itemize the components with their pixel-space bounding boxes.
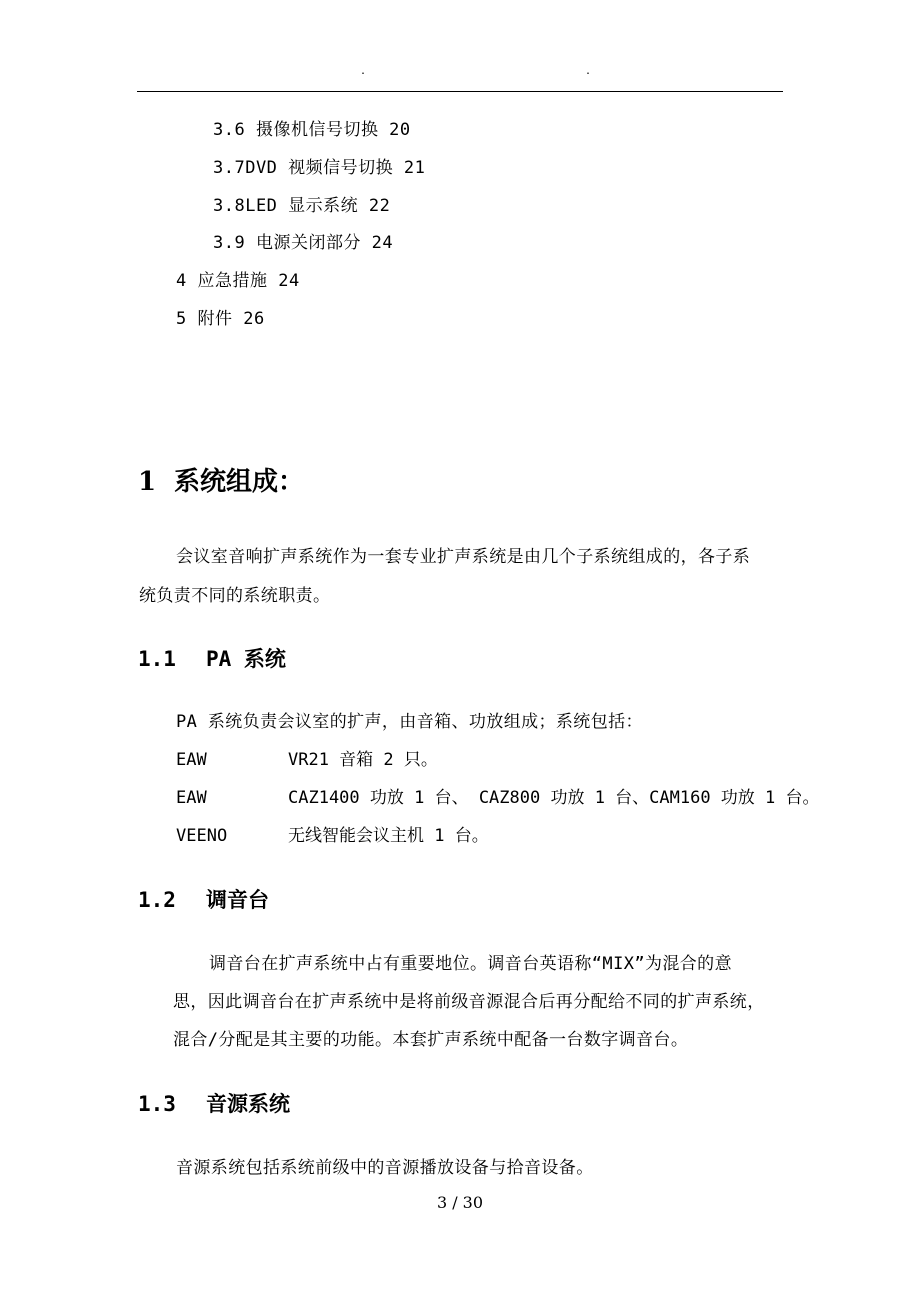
header-dot-left: . — [360, 66, 367, 77]
page-number: 3 / 30 — [436, 1193, 484, 1212]
section-1-paragraph-line: 统负责不同的系统职责。 — [139, 586, 331, 606]
equipment-row — [176, 825, 489, 847]
section-1-paragraph-line: 会议室音响扩声系统作为一套专业扩声系统是由几个子系统组成的，各子系 — [176, 547, 751, 567]
equipment-description: VR21 音箱 2 只。 — [288, 750, 438, 770]
section-1-2-paragraph-line: 思，因此调音台在扩声系统中是将前级音源混合后再分配给不同的扩声系统， — [173, 992, 765, 1012]
section-1-3-paragraph-line: 音源系统包括系统前级中的音源播放设备与拾音设备。 — [176, 1158, 594, 1178]
equipment-row — [176, 749, 438, 771]
equipment-row — [176, 787, 820, 809]
equipment-brand: EAW — [176, 788, 207, 808]
section-1-1-heading — [138, 645, 286, 673]
toc-item[interactable]: 3.6 摄像机信号切换 20 — [213, 120, 411, 140]
section-title: PA 系统 — [206, 647, 286, 671]
equipment-brand: VEENO — [176, 826, 228, 846]
toc-item[interactable]: 5 附件 26 — [176, 309, 265, 329]
equipment-description: 无线智能会议主机 1 台。 — [288, 826, 489, 846]
section-number: 1.1 — [138, 647, 176, 671]
equipment-brand: EAW — [176, 750, 207, 770]
section-title: 调音台 — [206, 888, 269, 912]
section-1-2-paragraph-line: 混合/分配是其主要的功能。本套扩声系统中配备一台数字调音台。 — [173, 1030, 689, 1050]
section-1-2-heading — [138, 886, 269, 914]
section-1-3-heading — [138, 1090, 290, 1118]
toc-item[interactable]: 4 应急措施 24 — [176, 271, 300, 291]
section-title: 音源系统 — [206, 1092, 290, 1116]
header-dot-right: . — [585, 66, 592, 77]
header-rule — [137, 91, 783, 92]
section-number: 1.3 — [138, 1092, 176, 1116]
equipment-description: CAZ1400 功放 1 台、 CAZ800 功放 1 台、CAM160 功放 1 台。 — [288, 788, 820, 808]
section-1-heading — [138, 464, 304, 500]
toc-item[interactable]: 3.9 电源关闭部分 24 — [213, 233, 394, 253]
section-1-1-intro: PA 系统负责会议室的扩声，由音箱、功放组成；系统包括： — [176, 712, 643, 732]
section-number: 1 — [138, 467, 157, 497]
section-title: 系统组成： — [174, 467, 305, 497]
section-number: 1.2 — [138, 888, 176, 912]
toc-item[interactable]: 3.8LED 显示系统 22 — [213, 196, 391, 216]
section-1-2-paragraph-line: 调音台在扩声系统中占有重要地位。调音台英语称“MIX”为混合的意 — [209, 954, 732, 974]
toc-item[interactable]: 3.7DVD 视频信号切换 21 — [213, 158, 426, 178]
